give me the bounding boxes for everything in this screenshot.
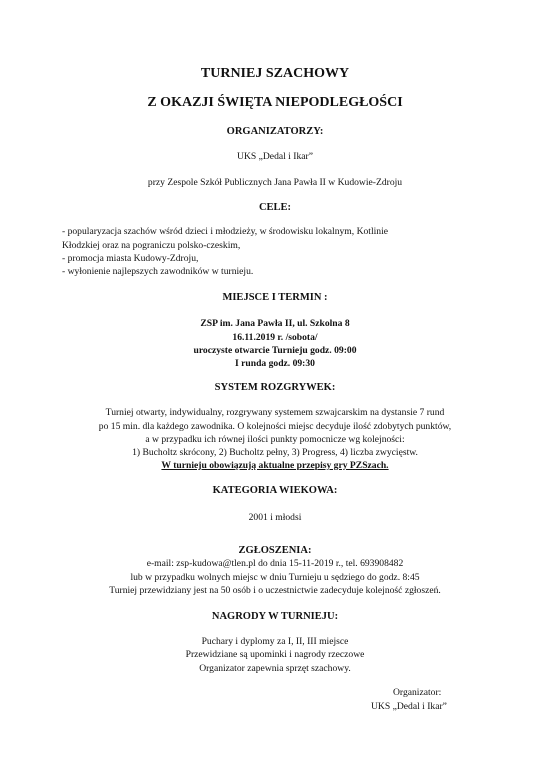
venue-heading: MIEJSCE I TERMIN :	[222, 292, 328, 303]
goals-line-1: - popularyzacja szachów wśród dzieci i młodzieży, w środowisku lokalnym, Kotlinie	[62, 226, 389, 237]
goals-heading: CELE:	[258, 202, 292, 213]
prizes-line-3: Organizator zapewnia sprzęt szachowy.	[199, 663, 351, 674]
signature-name: UKS „Dedal i Ikar”	[371, 701, 447, 712]
system-line-2: po 15 min. dla każdego zawodnika. O kolejności miejsc decyduje ilość zdobytych punktów,	[98, 421, 452, 432]
venue-line-3: uroczyste otwarcie Turnieju godz. 09:00	[193, 345, 357, 356]
system-line-1: Turniej otwarty, indywidualny, rozgrywany systemem szwajcarskim na dystansie 7 rund	[105, 407, 445, 418]
prizes-line-1: Puchary i dyplomy za I, II, III miejsce	[201, 636, 349, 647]
prizes-line-2: Przewidziane są upominki i nagrody rzeczowe	[185, 649, 365, 660]
system-line-4: 1) Bucholtz skrócony, 2) Bucholtz pełny, 3) Progress, 4) liczba zwycięstw.	[132, 447, 418, 458]
system-line-3: a w przypadku ich równej ilości punkty pomocnicze wg kolejności:	[145, 434, 405, 445]
organizers-line-2: przy Zespole Szkół Publicznych Jana Pawła II w Kudowie-Zdroju	[147, 177, 403, 188]
organizers-line-1: UKS „Dedal i Ikar”	[237, 151, 313, 162]
document-subtitle: Z OKAZJI ŚWIĘTA NIEPODLEGŁOŚCI	[147, 95, 403, 110]
registration-line-3: Turniej przewidziany jest na 50 osób i o uczestnictwie zadecyduje kolejność zgłoszeń.	[109, 585, 441, 596]
registration-line-2: lub w przypadku wolnych miejsc w dniu Turnieju u sędziego do godz. 8:45	[130, 572, 420, 583]
venue-line-2: 16.11.2019 r. /sobota/	[232, 332, 318, 343]
category-heading: KATEGORIA WIEKOWA:	[212, 485, 338, 496]
goals-line-2: Kłodzkiej oraz na pograniczu polsko-czeskim,	[62, 240, 241, 251]
goals-line-4: - wyłonienie najlepszych zawodników w turnieju.	[62, 266, 254, 277]
signature-label: Organizator:	[393, 687, 442, 698]
venue-line-4: I runda godz. 09:30	[235, 358, 315, 369]
registration-heading: ZGŁOSZENIA:	[238, 545, 312, 556]
system-heading: SYSTEM ROZGRYWEK:	[214, 382, 336, 393]
category-value: 2001 i młodsi	[248, 512, 302, 523]
organizers-heading: ORGANIZATORZY:	[226, 126, 324, 137]
venue-line-1: ZSP im. Jana Pawła II, ul. Szkolna 8	[200, 318, 350, 329]
goals-line-3: - promocja miasta Kudowy-Zdroju,	[62, 253, 199, 264]
registration-line-1: e-mail: zsp-kudowa@tlen.pl do dnia 15-11-2019 r., tel. 693908482	[146, 558, 404, 569]
system-rules-note: W turnieju obowiązują aktualne przepisy gry PZSzach.	[161, 460, 389, 471]
prizes-heading: NAGRODY W TURNIEJU:	[211, 611, 339, 622]
document-title: TURNIEJ SZACHOWY	[200, 66, 350, 81]
